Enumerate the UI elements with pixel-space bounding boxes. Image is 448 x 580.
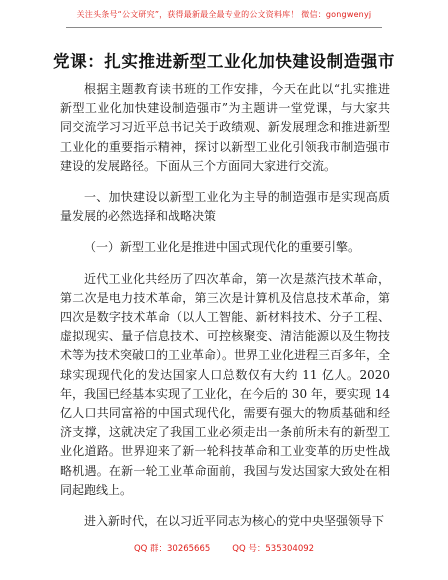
subsection-heading-1: （一）新型工业化是推进中国式现代化的重要引擎。 bbox=[84, 240, 361, 255]
header-notice: 关注头条号“公文研究”，获得最新最全最专业的公文资料库！ 微信：gongwenyj bbox=[76, 10, 372, 19]
section-heading-1: 一、加快建设以新型工业化为主导的制造强市是实现高质量发展的必然选择和战略决策 bbox=[60, 190, 390, 224]
footer-qq-group: QQ 群：30265665 bbox=[133, 544, 211, 554]
header-divider bbox=[66, 27, 382, 28]
footer-qq-number: QQ 号：535304092 bbox=[232, 544, 315, 554]
body-paragraph-cut: 进入新时代，在以习近平同志为核心的党中央坚强领导下 bbox=[84, 514, 385, 529]
intro-paragraph: 根据主题教育读书班的工作安排，今天在此以“扎实推进新型工业化加快建设制造强市”为主题讲一堂党课，与大家共同交流学习习近平总书记关于政绩观、新发展理念和推进新型工业化的重要指示精神，探讨以新型工业化引领我市制造强市建设的发展路径。下面从三个方面同大家进行交流。 bbox=[60, 82, 390, 173]
document-title: 党课：扎实推进新型工业化加快建设制造强市 bbox=[53, 52, 395, 71]
body-paragraph: 近代工业化共经历了四次革命，第一次是蒸汽技术革命，第二次是电力技术革命，第三次是计算机及信息技术革命，第四次是数字技术革命（以人工智能、新材料技术、分子工程、虚拟现实、量子信息技术、可控核聚变、清洁能源以及生物技术等为技术突破口的工业革命）。世界工业化进程三百多年，全球实现现代化的发达国家人口总数仅有大约 11 亿人。2020 年，我国已经基本实现了工业化，在今后的 30 年，要实现 14 亿人口共同富裕的中国式现代化，需要有强大的物质基础和经济支撑，这就决定了我国工业必须走出一条前所未有的新型工业化道路。世界迎来了新一轮科技革命和工业变革的历史性战略机遇。在新一轮工业革命面前，我国与发达国家大致处在相同起跑线上。 bbox=[60, 271, 391, 497]
document-body bbox=[60, 80, 390, 531]
footer-contact bbox=[0, 542, 448, 554]
